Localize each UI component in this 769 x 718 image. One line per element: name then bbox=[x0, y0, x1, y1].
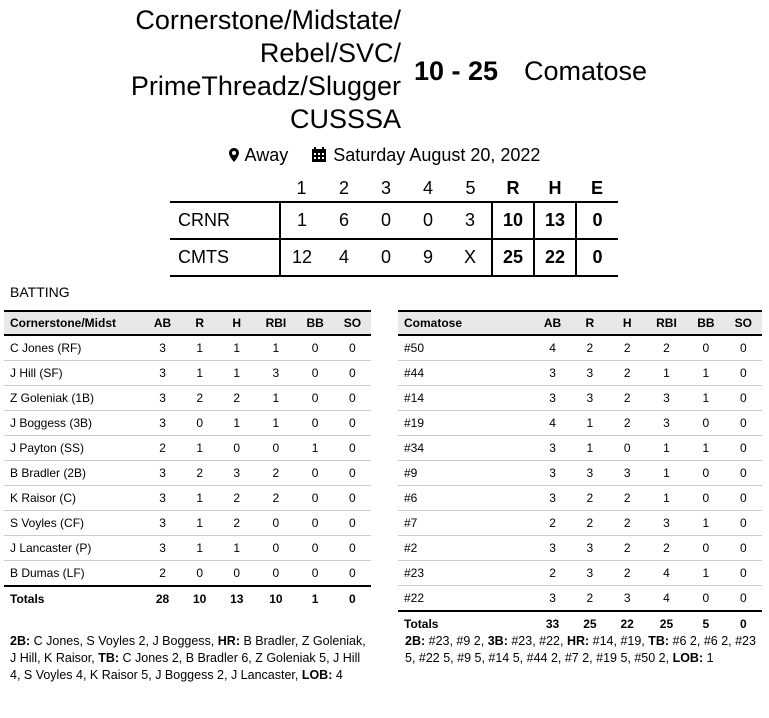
player-stat: 0 bbox=[297, 486, 334, 511]
player-stat: 3 bbox=[646, 511, 687, 536]
player-stat: 2 bbox=[609, 386, 646, 411]
player-stat: 2 bbox=[255, 486, 296, 511]
inning-score: 6 bbox=[323, 202, 365, 239]
note-text: 4 bbox=[332, 668, 343, 682]
note-text: #23, #22, bbox=[507, 634, 567, 648]
player-stat: 0 bbox=[334, 461, 371, 486]
inning-score: 9 bbox=[407, 239, 449, 276]
player-stat: 0 bbox=[181, 561, 218, 587]
player-stat: 1 bbox=[218, 411, 255, 436]
linescore-row bbox=[170, 202, 618, 239]
home-team-line: PrimeThreadz/Slugger bbox=[130, 71, 401, 101]
player-stat: 2 bbox=[534, 511, 571, 536]
inning-score: X bbox=[449, 239, 492, 276]
player-stat: 1 bbox=[181, 335, 218, 361]
inning-score: 12 bbox=[280, 239, 323, 276]
game-header bbox=[0, 0, 769, 140]
errors-header: E bbox=[590, 177, 603, 198]
player-stat: 3 bbox=[144, 461, 181, 486]
player-row bbox=[4, 361, 371, 386]
stat-column-header: RBI bbox=[255, 311, 296, 335]
player-name: Z Goleniak (1B) bbox=[4, 386, 144, 411]
inning-header: 1 bbox=[296, 177, 307, 198]
player-row bbox=[398, 586, 762, 612]
player-stat: 0 bbox=[334, 411, 371, 436]
player-stat: 2 bbox=[609, 511, 646, 536]
player-stat: 0 bbox=[181, 411, 218, 436]
player-stat: 0 bbox=[334, 335, 371, 361]
player-row bbox=[398, 561, 762, 586]
stat-column-header: H bbox=[218, 311, 255, 335]
player-row bbox=[398, 461, 762, 486]
player-stat: 0 bbox=[725, 536, 762, 561]
totals-label: Totals bbox=[398, 611, 534, 636]
player-stat: 0 bbox=[687, 536, 724, 561]
player-name: B Bradler (2B) bbox=[4, 461, 144, 486]
player-stat: 0 bbox=[255, 536, 296, 561]
runs-header: R bbox=[506, 177, 520, 198]
player-stat: 3 bbox=[144, 386, 181, 411]
player-stat: 3 bbox=[609, 461, 646, 486]
player-stat: 3 bbox=[534, 486, 571, 511]
player-stat: 2 bbox=[218, 486, 255, 511]
note-text: B Bradler, Z Goleniak, J Hill, K Raisor, bbox=[10, 634, 370, 665]
player-name: J Boggess (3B) bbox=[4, 411, 144, 436]
player-row bbox=[398, 411, 762, 436]
player-stat: 1 bbox=[255, 335, 296, 361]
player-stat: 0 bbox=[334, 486, 371, 511]
player-stat: 0 bbox=[255, 511, 296, 536]
player-row bbox=[398, 486, 762, 511]
player-stat: 0 bbox=[297, 386, 334, 411]
player-row bbox=[4, 461, 371, 486]
totals-stat: 0 bbox=[334, 586, 371, 611]
linescore-corner bbox=[170, 175, 280, 202]
game-meta bbox=[0, 144, 769, 166]
player-stat: 1 bbox=[181, 511, 218, 536]
player-stat: 1 bbox=[646, 361, 687, 386]
player-stat: 0 bbox=[297, 561, 334, 587]
hits-total: 13 bbox=[534, 202, 576, 239]
stat-column-header: R bbox=[571, 311, 608, 335]
player-name: #34 bbox=[398, 436, 534, 461]
player-stat: 1 bbox=[181, 486, 218, 511]
player-stat: 1 bbox=[687, 386, 724, 411]
totals-stat: 28 bbox=[144, 586, 181, 611]
linescore-team: CMTS bbox=[170, 239, 280, 276]
linescore-table bbox=[170, 175, 618, 277]
player-stat: 1 bbox=[687, 436, 724, 461]
note-text: C Jones, S Voyles 2, J Boggess, bbox=[30, 634, 218, 648]
linescore-row bbox=[170, 239, 618, 276]
player-stat: 2 bbox=[609, 536, 646, 561]
player-stat: 3 bbox=[144, 536, 181, 561]
player-stat: 1 bbox=[571, 436, 608, 461]
player-stat: 2 bbox=[181, 386, 218, 411]
player-stat: 1 bbox=[687, 361, 724, 386]
player-stat: 2 bbox=[609, 561, 646, 586]
totals-stat: 25 bbox=[571, 611, 608, 636]
player-row bbox=[4, 411, 371, 436]
player-row bbox=[4, 335, 371, 361]
home-team-line: CUSSSA bbox=[289, 104, 401, 134]
player-stat: 3 bbox=[534, 536, 571, 561]
player-stat: 4 bbox=[646, 586, 687, 612]
player-stat: 0 bbox=[725, 436, 762, 461]
player-stat: 0 bbox=[297, 335, 334, 361]
inning-header: 5 bbox=[465, 177, 476, 198]
player-stat: 3 bbox=[534, 361, 571, 386]
player-stat: 2 bbox=[609, 486, 646, 511]
player-stat: 4 bbox=[646, 561, 687, 586]
totals-stat: 10 bbox=[255, 586, 296, 611]
player-row bbox=[398, 536, 762, 561]
player-stat: 0 bbox=[218, 561, 255, 587]
home-team-name bbox=[21, 4, 401, 136]
player-name: #6 bbox=[398, 486, 534, 511]
player-stat: 3 bbox=[571, 361, 608, 386]
player-stat: 2 bbox=[218, 511, 255, 536]
player-stat: 2 bbox=[609, 335, 646, 361]
totals-stat: 33 bbox=[534, 611, 571, 636]
player-stat: 1 bbox=[646, 461, 687, 486]
player-stat: 3 bbox=[571, 386, 608, 411]
player-stat: 2 bbox=[609, 361, 646, 386]
final-score: 10 - 25 bbox=[414, 56, 499, 86]
note-label: TB: bbox=[648, 634, 670, 648]
inning-score: 0 bbox=[365, 202, 407, 239]
player-name: C Jones (RF) bbox=[4, 335, 144, 361]
away-batting-table bbox=[398, 310, 762, 636]
game-location: Away bbox=[244, 144, 289, 165]
runs-total: 25 bbox=[492, 239, 534, 276]
totals-stat: 10 bbox=[181, 586, 218, 611]
player-name: J Payton (SS) bbox=[4, 436, 144, 461]
player-stat: 1 bbox=[571, 411, 608, 436]
player-stat: 1 bbox=[255, 411, 296, 436]
player-row bbox=[4, 561, 371, 587]
player-row bbox=[398, 511, 762, 536]
player-stat: 1 bbox=[646, 486, 687, 511]
note-text: C Jones 2, B Bradler 6, Z Goleniak 5, J Hill 4, S Voyles 4, K Raisor 5, J Boggess 2, J Lancaster, bbox=[10, 651, 364, 682]
home-batting-notes bbox=[10, 633, 372, 684]
player-stat: 0 bbox=[687, 411, 724, 436]
totals-stat: 0 bbox=[725, 611, 762, 636]
player-name: B Dumas (LF) bbox=[4, 561, 144, 587]
totals-stat: 5 bbox=[687, 611, 724, 636]
player-stat: 3 bbox=[144, 511, 181, 536]
player-stat: 2 bbox=[181, 461, 218, 486]
team-column-header: Comatose bbox=[398, 311, 534, 335]
team-column-header: Cornerstone/Midst bbox=[4, 311, 144, 335]
player-stat: 0 bbox=[725, 461, 762, 486]
inning-score: 0 bbox=[407, 202, 449, 239]
batting-section-title: BATTING bbox=[10, 284, 70, 300]
stat-column-header: AB bbox=[534, 311, 571, 335]
player-row bbox=[398, 335, 762, 361]
player-name: K Raisor (C) bbox=[4, 486, 144, 511]
errors-total: 0 bbox=[576, 202, 618, 239]
player-row bbox=[4, 436, 371, 461]
player-stat: 0 bbox=[218, 436, 255, 461]
player-name: #14 bbox=[398, 386, 534, 411]
player-stat: 0 bbox=[725, 586, 762, 612]
totals-stat: 1 bbox=[297, 586, 334, 611]
player-stat: 3 bbox=[646, 386, 687, 411]
player-stat: 2 bbox=[571, 586, 608, 612]
player-stat: 2 bbox=[144, 561, 181, 587]
player-stat: 0 bbox=[334, 436, 371, 461]
player-stat: 3 bbox=[218, 461, 255, 486]
note-label: LOB: bbox=[301, 668, 333, 682]
totals-label: Totals bbox=[4, 586, 144, 611]
note-label: TB: bbox=[98, 651, 120, 665]
player-row bbox=[398, 386, 762, 411]
totals-stat: 13 bbox=[218, 586, 255, 611]
player-row bbox=[398, 361, 762, 386]
player-stat: 0 bbox=[255, 561, 296, 587]
player-name: J Hill (SF) bbox=[4, 361, 144, 386]
away-batting-notes bbox=[405, 633, 765, 667]
player-stat: 0 bbox=[297, 536, 334, 561]
player-stat: 0 bbox=[334, 536, 371, 561]
home-batting-table bbox=[4, 310, 371, 611]
player-stat: 3 bbox=[534, 461, 571, 486]
stat-column-header: BB bbox=[687, 311, 724, 335]
hits-total: 22 bbox=[534, 239, 576, 276]
errors-total: 0 bbox=[576, 239, 618, 276]
player-name: #9 bbox=[398, 461, 534, 486]
player-stat: 3 bbox=[534, 586, 571, 612]
player-stat: 2 bbox=[571, 486, 608, 511]
player-stat: 3 bbox=[255, 361, 296, 386]
stat-column-header: BB bbox=[297, 311, 334, 335]
player-stat: 3 bbox=[144, 411, 181, 436]
game-date: Saturday August 20, 2022 bbox=[333, 144, 541, 165]
player-name: #22 bbox=[398, 586, 534, 612]
player-stat: 1 bbox=[218, 536, 255, 561]
stat-column-header: RBI bbox=[646, 311, 687, 335]
inning-score: 4 bbox=[323, 239, 365, 276]
player-stat: 0 bbox=[297, 361, 334, 386]
calendar-icon bbox=[311, 147, 327, 163]
note-label: 3B: bbox=[487, 634, 508, 648]
home-team-line: Cornerstone/Midstate/ bbox=[135, 5, 401, 35]
player-stat: 0 bbox=[297, 411, 334, 436]
player-name: #2 bbox=[398, 536, 534, 561]
stat-column-header: R bbox=[181, 311, 218, 335]
player-stat: 0 bbox=[334, 361, 371, 386]
player-stat: 3 bbox=[571, 461, 608, 486]
player-stat: 2 bbox=[646, 536, 687, 561]
note-label: LOB: bbox=[672, 651, 704, 665]
player-stat: 1 bbox=[181, 361, 218, 386]
player-stat: 1 bbox=[218, 361, 255, 386]
location-pin-icon bbox=[229, 148, 239, 162]
runs-total: 10 bbox=[492, 202, 534, 239]
away-team-name: Comatose bbox=[524, 56, 648, 86]
note-text: #6 2, #6 2, #23 5, #22 5, #9 5, #14 5, #44 2, #7 2, #19 5, #50 2, bbox=[405, 634, 760, 665]
player-stat: 0 bbox=[687, 486, 724, 511]
note-label: HR: bbox=[217, 634, 240, 648]
totals-stat: 25 bbox=[646, 611, 687, 636]
player-stat: 4 bbox=[534, 335, 571, 361]
inning-score: 0 bbox=[365, 239, 407, 276]
player-row bbox=[4, 511, 371, 536]
inning-score: 3 bbox=[449, 202, 492, 239]
player-name: #19 bbox=[398, 411, 534, 436]
player-name: #50 bbox=[398, 335, 534, 361]
player-stat: 0 bbox=[725, 386, 762, 411]
player-name: #23 bbox=[398, 561, 534, 586]
note-text: 1 bbox=[703, 651, 714, 665]
player-stat: 3 bbox=[646, 411, 687, 436]
player-stat: 3 bbox=[144, 361, 181, 386]
player-name: #7 bbox=[398, 511, 534, 536]
player-stat: 0 bbox=[687, 586, 724, 612]
player-stat: 4 bbox=[534, 411, 571, 436]
player-stat: 0 bbox=[725, 486, 762, 511]
player-stat: 0 bbox=[334, 561, 371, 587]
player-stat: 0 bbox=[725, 511, 762, 536]
player-stat: 1 bbox=[687, 561, 724, 586]
stat-column-header: SO bbox=[334, 311, 371, 335]
player-stat: 0 bbox=[725, 361, 762, 386]
totals-row bbox=[4, 586, 371, 611]
player-stat: 0 bbox=[725, 335, 762, 361]
player-stat: 0 bbox=[687, 335, 724, 361]
player-name: J Lancaster (P) bbox=[4, 536, 144, 561]
player-stat: 1 bbox=[181, 536, 218, 561]
linescore-team: CRNR bbox=[170, 202, 280, 239]
inning-header: 2 bbox=[338, 177, 349, 198]
player-stat: 2 bbox=[144, 436, 181, 461]
player-stat: 0 bbox=[334, 386, 371, 411]
player-stat: 3 bbox=[144, 335, 181, 361]
player-stat: 2 bbox=[609, 411, 646, 436]
player-row bbox=[4, 386, 371, 411]
player-stat: 3 bbox=[609, 586, 646, 612]
player-stat: 3 bbox=[571, 561, 608, 586]
player-stat: 3 bbox=[571, 536, 608, 561]
player-stat: 3 bbox=[144, 486, 181, 511]
player-stat: 1 bbox=[181, 436, 218, 461]
player-row bbox=[4, 486, 371, 511]
stat-column-header: H bbox=[609, 311, 646, 335]
totals-stat: 22 bbox=[609, 611, 646, 636]
player-stat: 0 bbox=[334, 511, 371, 536]
player-stat: 2 bbox=[255, 461, 296, 486]
note-label: 2B: bbox=[10, 634, 31, 648]
player-stat: 2 bbox=[218, 386, 255, 411]
stat-column-header: SO bbox=[725, 311, 762, 335]
player-name: #44 bbox=[398, 361, 534, 386]
player-stat: 1 bbox=[218, 335, 255, 361]
home-team-line: Rebel/SVC/ bbox=[259, 38, 401, 68]
player-row bbox=[4, 536, 371, 561]
note-text: #23, #9 2, bbox=[425, 634, 488, 648]
player-stat: 1 bbox=[687, 511, 724, 536]
player-row bbox=[398, 436, 762, 461]
inning-header: 4 bbox=[422, 177, 433, 198]
player-stat: 0 bbox=[297, 461, 334, 486]
note-text: #14, #19, bbox=[589, 634, 649, 648]
stat-column-header: AB bbox=[144, 311, 181, 335]
player-stat: 0 bbox=[687, 461, 724, 486]
hits-header: H bbox=[548, 177, 562, 198]
player-stat: 3 bbox=[534, 436, 571, 461]
player-stat: 0 bbox=[255, 436, 296, 461]
player-stat: 0 bbox=[297, 511, 334, 536]
player-stat: 2 bbox=[646, 335, 687, 361]
player-stat: 2 bbox=[571, 335, 608, 361]
player-stat: 1 bbox=[255, 386, 296, 411]
player-stat: 3 bbox=[534, 386, 571, 411]
note-label: 2B: bbox=[405, 634, 426, 648]
inning-score: 1 bbox=[280, 202, 323, 239]
inning-header: 3 bbox=[380, 177, 391, 198]
player-stat: 0 bbox=[725, 561, 762, 586]
player-stat: 1 bbox=[646, 436, 687, 461]
player-stat: 2 bbox=[571, 511, 608, 536]
player-stat: 0 bbox=[609, 436, 646, 461]
player-name: S Voyles (CF) bbox=[4, 511, 144, 536]
note-label: HR: bbox=[566, 634, 590, 648]
player-stat: 0 bbox=[725, 411, 762, 436]
player-stat: 2 bbox=[534, 561, 571, 586]
player-stat: 1 bbox=[297, 436, 334, 461]
